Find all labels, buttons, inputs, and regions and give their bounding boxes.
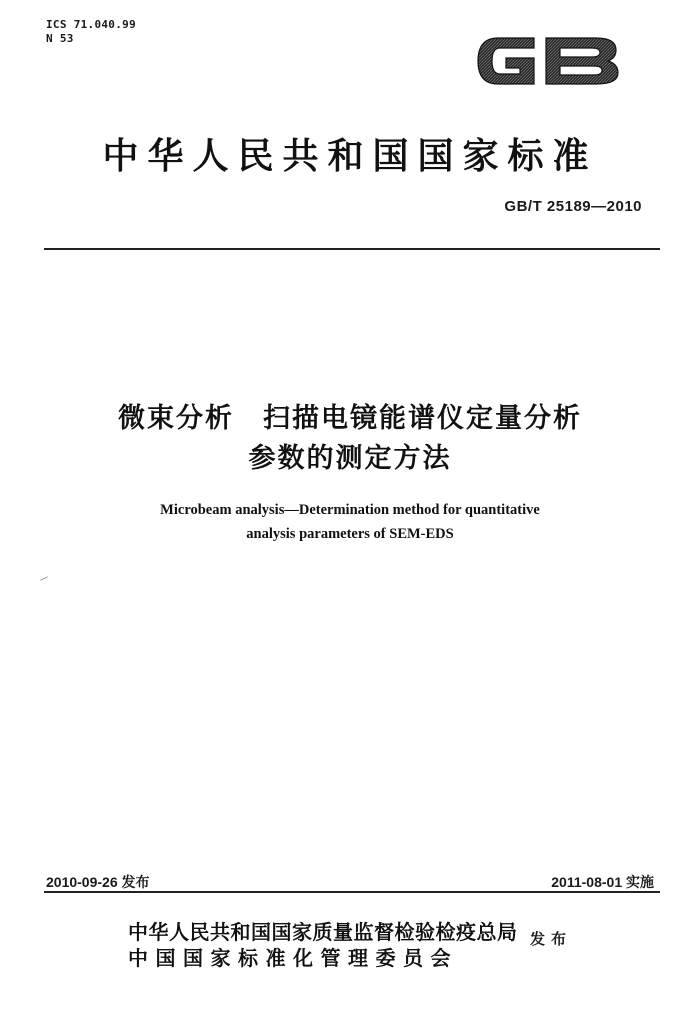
issue-label: 发布 <box>530 930 573 948</box>
gb-logo <box>472 30 624 92</box>
title-en-line1: Microbeam analysis—Determination method for quantitative <box>160 502 540 518</box>
title-cn-line2: 参数的测定方法 <box>248 443 452 474</box>
publish-date: 2010-09-26 发布 <box>46 874 150 890</box>
implement-date: 2011-08-01 实施 <box>551 874 654 890</box>
classification-codes <box>46 18 136 46</box>
bottom-divider <box>44 891 660 893</box>
ics-code: ICS 71.040.99 <box>46 18 136 31</box>
issuer-aqsiq: 中华人民共和国国家质量监督检验检疫总局 <box>128 920 518 944</box>
title-cn-line1: 微束分析 扫描电镜能谱仪定量分析 <box>118 403 582 434</box>
logo-text: GB <box>547 90 549 91</box>
ccs-code: N 53 <box>46 32 74 45</box>
issuer-sac: 中国国家标准化管理委员会 <box>128 946 458 970</box>
stray-mark <box>40 576 48 580</box>
title-en-line2: analysis parameters of SEM-EDS <box>246 526 454 542</box>
national-standard-title: 中华人民共和国国家标准 <box>102 135 598 177</box>
standard-number: GB/T 25189—2010 <box>504 198 642 215</box>
top-divider <box>44 248 660 250</box>
